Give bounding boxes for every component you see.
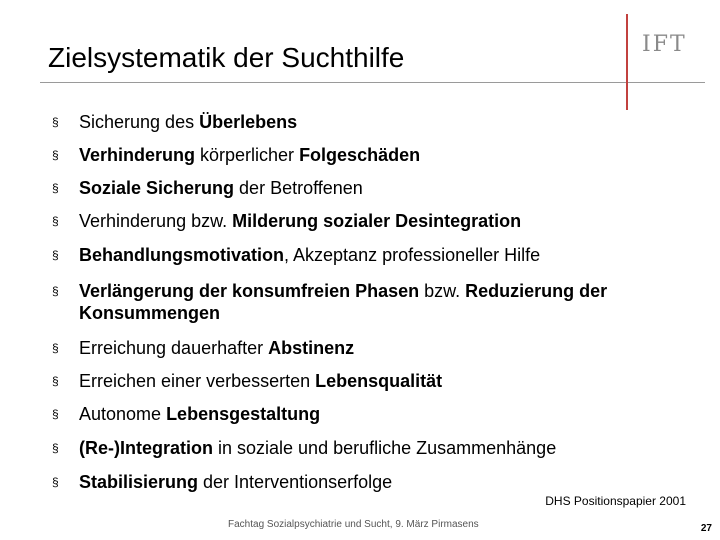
emphasis-text: (Re-)Integration (79, 438, 213, 458)
slide-title: Zielsystematik der Suchthilfe (48, 42, 405, 73)
bullet-icon: § (52, 115, 59, 129)
list-item-text (79, 370, 692, 392)
list-item-text (79, 403, 692, 425)
emphasis-text: Abstinenz (268, 338, 355, 358)
list-item (52, 370, 692, 392)
list-item-text (79, 144, 692, 166)
list-item (52, 210, 692, 232)
bullet-icon: § (52, 407, 59, 421)
list-item (52, 144, 692, 166)
emphasis-text: Soziale Sicherung (79, 178, 235, 198)
emphasis-text: Milderung sozialer Desintegration (232, 211, 522, 231)
list-item-text (79, 471, 692, 493)
list-item (52, 403, 692, 425)
emphasis-text: Reduzierung der Konsummengen (79, 281, 608, 323)
bullet-icon: § (52, 374, 59, 388)
list-item-text (79, 210, 692, 232)
plain-text: körperlicher (195, 145, 300, 165)
emphasis-text: Verhinderung (79, 145, 196, 165)
footer-text: Fachtag Sozialpsychiatrie und Sucht, 9. März Pirmasens (228, 519, 479, 530)
plain-text: Erreichung dauerhafter (79, 338, 269, 358)
list-item (52, 111, 692, 133)
bullet-icon: § (52, 248, 59, 262)
title-underline (40, 82, 705, 83)
plain-text: in soziale und berufliche Zusammenhänge (213, 438, 557, 458)
list-item-text (79, 111, 692, 133)
page-number: 27 (700, 523, 712, 534)
emphasis-text: Lebensqualität (315, 371, 443, 391)
bullet-icon: § (52, 284, 59, 298)
list-item-text (79, 280, 692, 324)
bullet-icon: § (52, 181, 59, 195)
list-item (52, 177, 692, 199)
plain-text: , Akzeptanz professioneller Hilfe (284, 245, 541, 265)
emphasis-text: Verlängerung der konsumfreien Phasen (79, 281, 420, 301)
list-item-text (79, 337, 692, 359)
emphasis-text: Folgeschäden (299, 145, 421, 165)
list-item (52, 337, 692, 359)
plain-text: Autonome (79, 404, 167, 424)
logo-divider-line (626, 14, 628, 110)
emphasis-text: Lebensgestaltung (166, 404, 321, 424)
plain-text: Sicherung des (79, 112, 200, 132)
list-item (52, 471, 692, 493)
bullet-icon: § (52, 148, 59, 162)
list-item-text (79, 244, 692, 266)
ift-logo: IFT (642, 32, 687, 57)
plain-text: Erreichen einer verbesserten (79, 371, 316, 391)
plain-text: bzw. (419, 281, 466, 301)
list-item (52, 437, 692, 459)
list-item (52, 244, 692, 266)
emphasis-text: Stabilisierung (79, 472, 199, 492)
plain-text: der Interventionserfolge (198, 472, 393, 492)
emphasis-text: Behandlungsmotivation (79, 245, 285, 265)
emphasis-text: Überlebens (199, 112, 298, 132)
source-citation: DHS Positionspapier 2001 (545, 494, 686, 508)
plain-text: der Betroffenen (234, 178, 363, 198)
bullet-icon: § (52, 441, 59, 455)
bullet-icon: § (52, 341, 59, 355)
plain-text: Verhinderung bzw. (79, 211, 233, 231)
list-item (52, 280, 692, 324)
list-item-text (79, 437, 692, 459)
list-item-text (79, 177, 692, 199)
bullet-icon: § (52, 475, 59, 489)
bullet-icon: § (52, 214, 59, 228)
